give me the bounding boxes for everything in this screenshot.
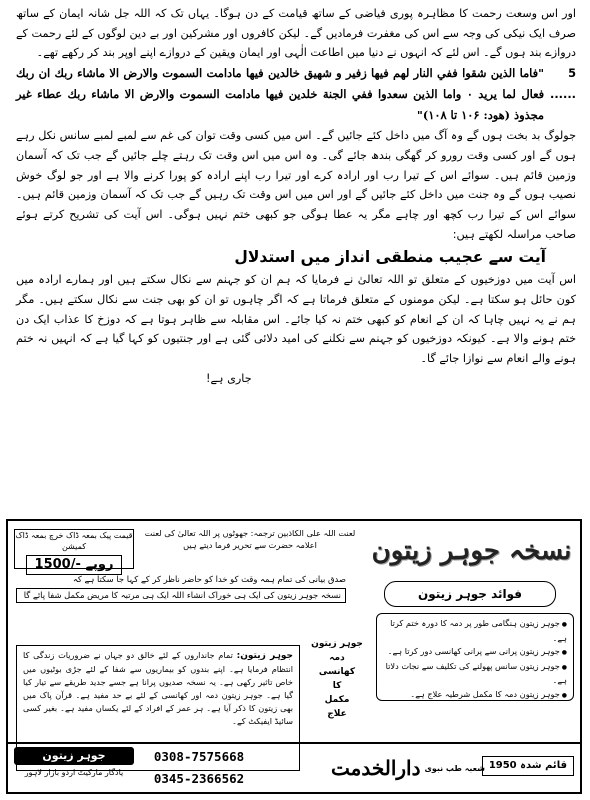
article-paragraph-1: اور اس وسعت رحمت کا مظاہرہ پوری فیاضی کے ساتھ قیامت کے دن ہوگا۔ یہاں تک کہ اللہ جل شانہ ایمان کے ساتھ صرف ایک نیکی کی وجہ سے اس کی مغفرت فرمادیں گے۔ لیکن کافروں اور مشرکین اور بے دین لوگوں کے لئے رحمت کے دروازے بند ہوں گے۔ اس لئے کہ انہوں نے دنیا میں اطاعت الٰہی اور ایمان ویقین کے دروازے اپنے اوپر بند کر رکھے تھے۔	[16, 7, 576, 60]
mid-label: کا	[332, 681, 342, 691]
advertisement	[6, 519, 582, 794]
brand-name: دارالخدمت	[330, 756, 421, 780]
mid-label: علاج	[327, 709, 347, 719]
established-label: قائم شدہ	[520, 760, 567, 771]
section-heading: آیت سے عجیب منطقی انداز میں استدلال	[234, 248, 546, 267]
ad-footer	[8, 742, 580, 792]
benefit-item: ● جوہر زیتون سانس پھولنے کی تکلیف سے نجات دلاتا ہے۔	[383, 660, 567, 688]
continued-note: جاری ہے!	[206, 371, 252, 385]
price-value: 1500/- روپے	[26, 555, 123, 575]
benefit-item: ● جوہر زیتون پرانی سے پرانی کھانسی دور کرتا ہے۔	[383, 645, 567, 660]
brand-block	[314, 748, 502, 788]
quran-verse-text: "فاما الذين شقوا ففي النار لهم فيها زفير و شهيق خالدين فيها مادامت السموت والارض الا ماشاء ربك ان ربك فعال لما يريد ۰ واما الذين سعدوا ففي الجنة خلدين فيها مادامت السموت والارض الا ماشاء ربك عطاء غير مجذوذ (ھود: ۱۰۶ تا ۱۰۸)"	[16, 66, 545, 123]
mid-label: کھانسی	[318, 667, 356, 677]
price-label: قیمت پیک بمعہ ڈاک خرچ بمعہ ڈاک کمیشن	[15, 531, 133, 551]
verse-number: 5 ......	[550, 66, 576, 102]
established-year: 1950	[488, 760, 517, 771]
ad-header-line-2: اعلامہ حضرت سے تحریر فرما دیتے ہیں	[183, 540, 317, 550]
ad-header-line-1: لعنت اللہ علی الکاذبین ترجمہ: جھوٹوں پر اللہ تعالیٰ کی لعنت	[144, 528, 356, 538]
shop-name: جوہر زیتون	[14, 747, 134, 765]
benefit-item: ● جوہر زیتون دمہ کا مکمل شرطیہ علاج ہے۔	[383, 688, 567, 703]
shop-block	[14, 747, 134, 789]
mid-label-column	[304, 637, 370, 721]
phone-number-2: 0345-2366562	[153, 771, 245, 786]
description-text: تمام جانداروں کے لئے خالق دو جہاں نے ضروریات زندگی کا انتظام فرمایا ہے۔ اپنے بندوں کو بیماریوں سے شفا کے لئے جڑی بوٹیوں میں خاص تاثیر رکھی ہے۔ یہ نسخہ صدیوں پرانا ہے جسے جدید طریقے سے تیار کیا گیا ہے۔ جوہر زیتون دمہ اور کھانسی کے لئے بے حد مفید ہے۔ قرآن پاک میں بھی زیتون کا ذکر آیا ہے۔ ہر عمر کے افراد کے لئے یکساں مفید ہے۔ بغیر کسی سائیڈ ایفیکٹ کے۔	[23, 650, 293, 726]
product-subtitle: فوائد جوہر زیتون	[384, 581, 556, 607]
mid-label: مکمل	[324, 695, 350, 705]
shop-address: یادگار مارکیٹ اردو بازار لاہور	[24, 768, 124, 777]
article	[16, 4, 576, 389]
ad-intro-line-1: صدق بیانی کی تمام ہمہ وقت کو خدا کو حاضر ناظر کر کے کہا جا سکتا ہے کہ	[72, 574, 346, 584]
mid-label: جوہر زیتون	[311, 639, 363, 649]
brand-department: شعبہ طب نبوی	[424, 763, 486, 773]
article-paragraph-2: جولوگ بد بخت ہوں گے وہ آگ میں داخل کئے جائیں گے۔ اس میں کسی وقت توان کی غم سے لمبے لمبے سانس نکل رہے ہوں گے اور کسی وقت رورو کر گھگی بندھ جائے گی۔ وہ اس میں اس وقت تک رہتے چلے جائیں گے جب تک کہ آسمان وزمین قائم ہیں۔ سوائے اس کے تیرا رب اور ارادہ کرے اور تیرا رب اپنے ارادہ کو پورا کرنے والا ہے اور جو لوگ خوش نصیب ہوں گے وہ جنت میں داخل کئے جائیں گے اور اس میں اس وقت تک رہیں گے جب تک کہ آسمان وزمین قائم ہیں۔ سوائے اس کے تیرا رب کچھ اور چاہے مگر یہ عطا ہوگی جو کبھی ختم نہیں ہوگی۔ اس آیت کی تشریح کرتے ہوئے صاحب مراسلہ لکھتے ہیں:	[16, 129, 576, 241]
ad-header-text	[140, 527, 360, 551]
ad-intro-line-2: نسخہ جوہر زیتون کی ایک ہی خوراک انشاء اللہ ایک ہی مرتبہ کا مریض مکمل شفا پائے گا	[16, 588, 346, 603]
phone-number-1: 0308-7575668	[153, 749, 245, 764]
ad-intro	[16, 573, 346, 603]
mid-label: دمہ	[329, 653, 345, 663]
article-paragraph-3: اس آیت میں دوزخیوں کے متعلق تو اللہ تعالیٰ نے فرمایا کہ ہم ان کو جہنم سے نکال سکتے ہیں اور ہمارے ارادہ میں کون حائل ہو سکتا ہے۔ لیکن مومنوں کے متعلق فرماتا ہے کہ اگر چاہوں تو ان کو بھی جنت سے نکال سکتے ہیں۔ مگر ہم نے یہ نہیں چاہا کہ ان کے انعام کو کبھی ختم نہ کیا جائے۔ اس مقابلہ سے ظاہر ہوتا ہے کہ دوزخ کا عذاب ایک دن ختم ہونے والا ہے۔ کیونکہ دوزخیوں کو جہنم سے نکلنے کی امید دلائی گئی ہے اور جنتیوں کو کہا گیا ہے کہ انہیں نہ ختم ہونے والے انعام سے نوازا جائے گا۔	[16, 273, 576, 366]
phone-numbers	[140, 746, 258, 790]
benefit-item: ● جوہر زیتون ہنگامی طور پر دمہ کا دورہ ختم کرتا ہے۔	[383, 617, 567, 645]
description-heading: جوہر زیتون:	[236, 651, 294, 661]
quran-verse-block	[16, 63, 576, 126]
benefits-list	[376, 613, 574, 701]
product-logo: نسخہ جوہر زیتون	[371, 536, 572, 566]
price-box	[14, 529, 134, 572]
